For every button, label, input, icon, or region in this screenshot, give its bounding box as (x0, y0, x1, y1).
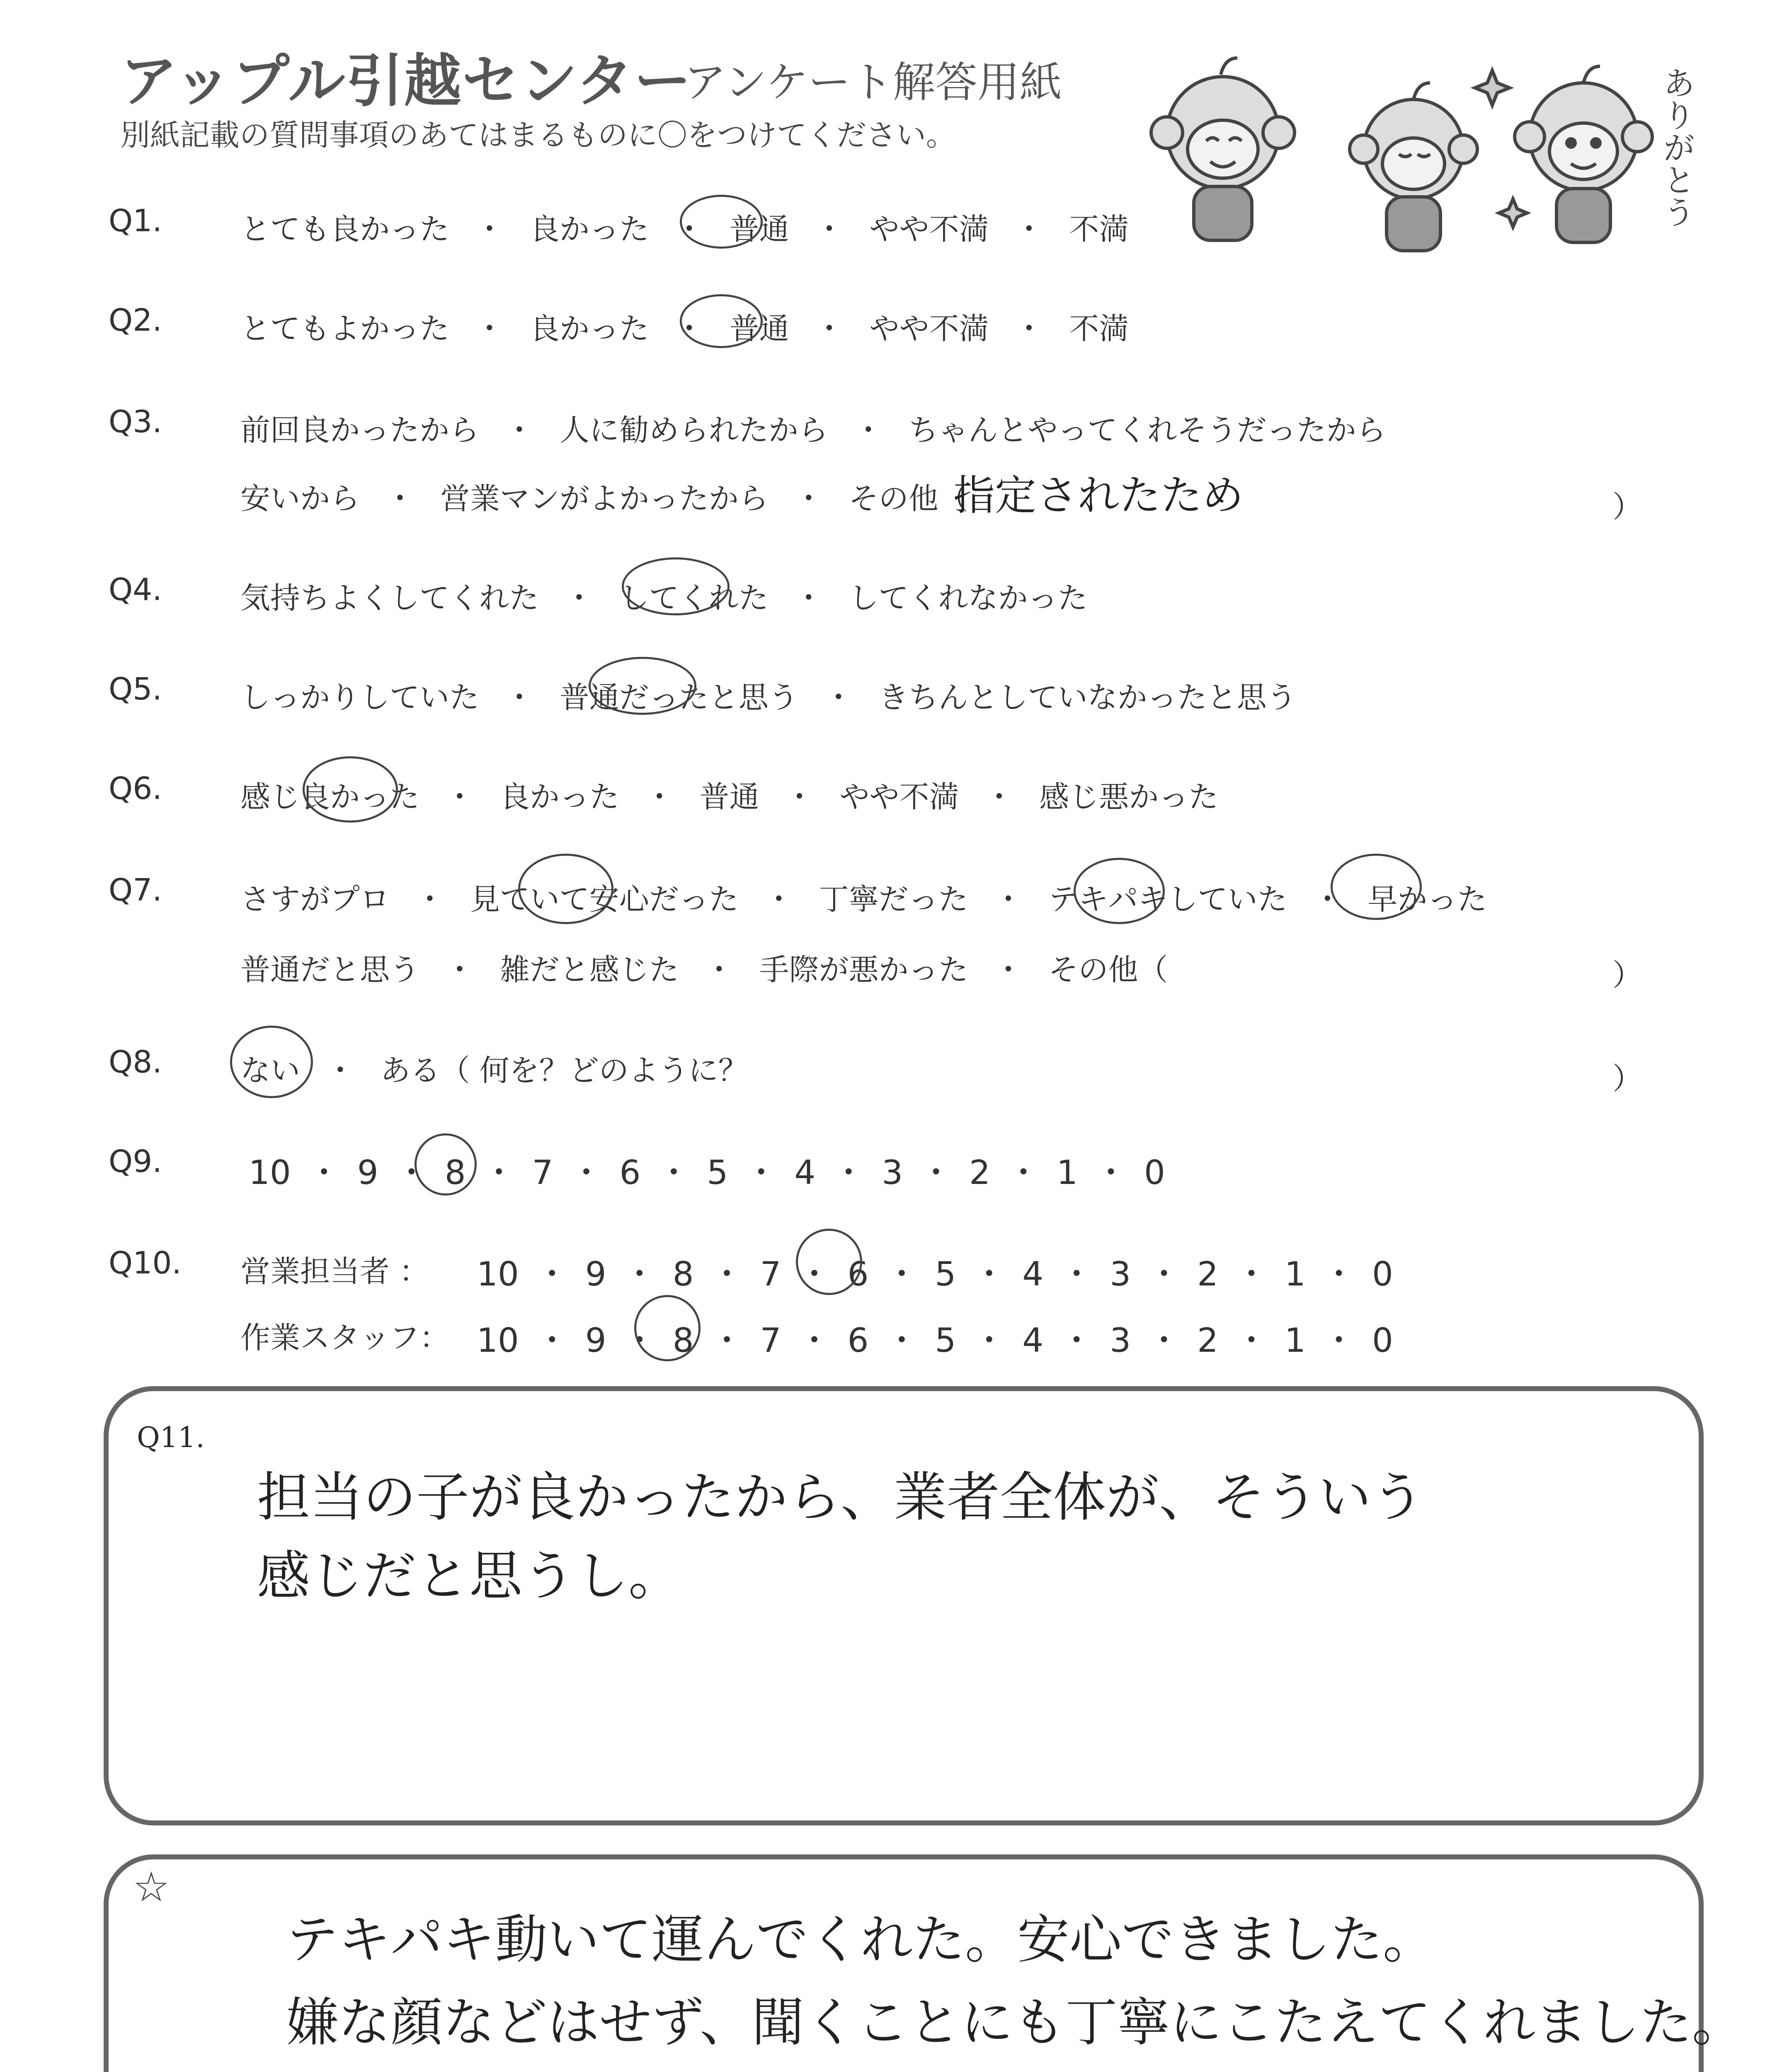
separator: ・ (395, 1153, 428, 1192)
separator: ・ (972, 1255, 1006, 1293)
q1-label: Q1. (109, 203, 162, 239)
separator: ・ (385, 481, 415, 516)
q10-staff-score[interactable]: 5 (935, 1321, 956, 1360)
q5-option-selected[interactable]: 普通だったと思う (559, 680, 798, 715)
q10-sales-score-selected[interactable]: 6 (847, 1255, 869, 1293)
mascot-thanks-text: ありがとう (1658, 66, 1695, 228)
q10-sales-score[interactable]: 8 (672, 1255, 694, 1293)
q10-sales-score[interactable]: 4 (1022, 1255, 1044, 1293)
q9-scale (249, 1146, 1165, 1193)
q3-other-answer: 指定されたため (953, 471, 1244, 520)
separator: ・ (623, 1321, 656, 1360)
q10-staff-score[interactable]: 9 (585, 1321, 606, 1360)
q10-staff-score[interactable]: 2 (1197, 1321, 1219, 1360)
q4-option-selected[interactable]: してくれた (619, 581, 769, 615)
q6-option[interactable]: 感じ悪かった (1039, 779, 1219, 814)
q2-answer-circle (680, 294, 763, 348)
q6-label: Q6. (109, 771, 162, 806)
separator: ・ (444, 779, 475, 814)
q4-option[interactable]: してくれなかった (849, 581, 1088, 615)
q7-option-selected[interactable]: 早かった (1367, 882, 1487, 917)
separator: ・ (919, 1153, 953, 1192)
separator: ・ (415, 882, 445, 917)
q1-option[interactable]: 良かった (529, 212, 649, 247)
q10-staff-scale (477, 1314, 1393, 1361)
q6-option-selected[interactable]: 感じ良かった (240, 779, 420, 814)
q8-option-selected[interactable]: ない (240, 1053, 301, 1088)
q3-options-line2 (240, 474, 968, 518)
q10-label: Q10. (109, 1245, 182, 1281)
q7-option[interactable]: 雑だと感じた (499, 952, 679, 987)
separator: ・ (704, 952, 734, 987)
q9-score[interactable]: 4 (794, 1153, 816, 1192)
q3-option[interactable]: 営業マンがよかったから (440, 481, 769, 516)
q2-label: Q2. (109, 303, 162, 338)
comment-line: 嫌な顔などはせず、聞くことにも丁寧にこたえてくれました。 (286, 1992, 1744, 2053)
q7-option-selected[interactable]: テキパキしていた (1048, 882, 1287, 917)
q2-option-selected[interactable]: 普通 (729, 311, 789, 346)
q6-option[interactable]: 良かった (499, 779, 619, 814)
q7-option[interactable]: 手際が悪かった (759, 952, 968, 987)
q3-options-line1 (240, 406, 1386, 449)
q10-sales-score[interactable]: 3 (1110, 1255, 1131, 1293)
separator: ・ (482, 1153, 516, 1192)
separator: ・ (1014, 212, 1044, 247)
separator: ・ (984, 779, 1014, 814)
separator: ・ (885, 1255, 919, 1293)
q5-label: Q5. (109, 671, 162, 707)
q10-sales-scale (477, 1247, 1393, 1295)
q10-staff-score[interactable]: 10 (477, 1321, 519, 1360)
q10-staff-score-selected[interactable]: 8 (672, 1321, 694, 1360)
separator: ・ (793, 581, 824, 615)
q3-option[interactable]: 人に勧められたから (559, 413, 828, 448)
q9-label: Q9. (109, 1144, 162, 1179)
q5-options (240, 673, 1297, 716)
q7-options-line1 (240, 875, 1487, 918)
separator: ・ (535, 1255, 569, 1293)
star-icon: ☆ (133, 1863, 170, 1911)
separator: ・ (1014, 311, 1044, 346)
separator: ・ (564, 581, 594, 615)
separator: ・ (793, 481, 824, 516)
separator: ・ (1322, 1321, 1355, 1360)
q3-option-other[interactable]: その他（ (849, 481, 968, 516)
q9-score[interactable]: 0 (1144, 1153, 1165, 1192)
q10-staff-answer-circle (634, 1295, 701, 1361)
separator: ・ (823, 680, 853, 715)
q5-option[interactable]: きちんとしていなかったと思う (878, 680, 1297, 715)
q6-option[interactable]: やや不満 (839, 779, 959, 814)
q8-label: Q8. (109, 1044, 162, 1080)
q3-label: Q3. (109, 404, 162, 440)
q2-option[interactable]: とてもよかった (240, 311, 450, 346)
q9-score[interactable]: 10 (249, 1153, 291, 1192)
q9-answer-circle (415, 1133, 477, 1196)
q9-score[interactable]: 5 (707, 1153, 728, 1192)
q10-staff-score[interactable]: 0 (1372, 1321, 1393, 1360)
separator: ・ (798, 1321, 831, 1360)
q10-sales-score[interactable]: 9 (585, 1255, 606, 1293)
q10-sales-score[interactable]: 1 (1285, 1255, 1306, 1293)
q11-label: Q11. (137, 1421, 205, 1454)
separator: ・ (885, 1321, 919, 1360)
separator: ・ (1235, 1321, 1268, 1360)
q10-staff-score[interactable]: 3 (1110, 1321, 1131, 1360)
separator: ・ (307, 1153, 341, 1192)
q5-answer-circle (589, 657, 696, 715)
q9-score-selected[interactable]: 8 (444, 1153, 466, 1192)
q9-score[interactable]: 3 (882, 1153, 903, 1192)
q10-sales-score[interactable]: 10 (477, 1255, 519, 1293)
separator: ・ (1147, 1321, 1181, 1360)
form-subtitle: アンケート解答用紙 (684, 58, 1062, 107)
separator: ・ (993, 882, 1023, 917)
separator: ・ (1060, 1321, 1093, 1360)
q8-close-paren: ） (1612, 1061, 1643, 1096)
q7-options-line2 (240, 946, 1168, 989)
separator: ・ (814, 311, 844, 346)
q4-label: Q4. (109, 572, 162, 608)
separator: ・ (710, 1255, 744, 1293)
comment-line: テキパキ動いて運んでくれた。安心できました。 (286, 1909, 1435, 1970)
monkey-mascot-illustration (1148, 46, 1695, 269)
separator: ・ (764, 882, 794, 917)
q7-answer-circle (1331, 854, 1422, 920)
q1-option[interactable]: 不満 (1069, 212, 1129, 247)
q10-sales-score[interactable]: 7 (760, 1255, 781, 1293)
separator: ・ (832, 1153, 866, 1192)
separator: ・ (570, 1153, 603, 1192)
q7-option[interactable]: 普通だと思う (240, 952, 420, 987)
separator: ・ (1094, 1153, 1127, 1192)
separator: ・ (1235, 1255, 1268, 1293)
q9-score[interactable]: 6 (619, 1153, 641, 1192)
instruction-text: 別紙記載の質問事項のあてはまるものに〇をつけてください。 (120, 118, 956, 152)
separator: ・ (744, 1153, 778, 1192)
q2-option[interactable]: 良かった (529, 311, 649, 346)
q4-answer-circle (622, 557, 730, 615)
q1-option[interactable]: とても良かった (240, 212, 450, 247)
q3-option[interactable]: 前回良かったから (240, 413, 480, 448)
q8-options (240, 1046, 748, 1089)
q2-option[interactable]: やや不満 (869, 311, 989, 346)
separator: ・ (784, 779, 815, 814)
q10-staff-label: 作業スタッフ： (240, 1320, 450, 1355)
q9-score[interactable]: 1 (1057, 1153, 1078, 1192)
separator: ・ (972, 1321, 1006, 1360)
separator: ・ (535, 1321, 569, 1360)
separator: ・ (853, 413, 883, 448)
separator: ・ (1312, 882, 1343, 917)
separator: ・ (444, 952, 475, 987)
q1-answer-circle (680, 195, 763, 249)
comment-line (286, 2066, 1483, 2072)
q10-staff-score[interactable]: 6 (847, 1321, 869, 1360)
q5-option[interactable]: しっかりしていた (240, 680, 480, 715)
q1-option[interactable]: やや不満 (869, 212, 989, 247)
q11-answer-line2: 感じだと思うし。 (257, 1545, 682, 1607)
q9-score[interactable]: 7 (532, 1153, 553, 1192)
q4-option[interactable]: 気持ちよくしてくれた (240, 581, 539, 615)
separator: ・ (325, 1053, 355, 1088)
separator: ・ (674, 212, 704, 247)
q9-score[interactable]: 2 (969, 1153, 991, 1192)
q10-sales-label: 営業担当者 ： (240, 1254, 429, 1289)
q10-sales-score[interactable]: 5 (935, 1255, 956, 1293)
q6-answer-circle (303, 756, 398, 823)
q7-close-paren: ） (1612, 958, 1643, 992)
q6-option[interactable]: 普通 (699, 779, 759, 814)
q1-option-selected[interactable]: 普通 (729, 212, 789, 247)
separator: ・ (623, 1255, 656, 1293)
separator: ・ (474, 212, 504, 247)
q3-option[interactable]: ちゃんとやってくれそうだったから (908, 413, 1386, 448)
q10-sales-score[interactable]: 2 (1197, 1255, 1219, 1293)
q10-staff-score[interactable]: 1 (1285, 1321, 1306, 1360)
q2-option[interactable]: 不満 (1069, 311, 1129, 346)
q8-answer-circle (230, 1026, 313, 1098)
company-title: アップル引越センター (120, 48, 692, 114)
q7-option[interactable]: 丁寧だった (819, 882, 968, 917)
q7-option[interactable]: さすがプロ (240, 882, 390, 917)
separator: ・ (644, 779, 674, 814)
separator: ・ (1322, 1255, 1355, 1293)
separator: ・ (1147, 1255, 1181, 1293)
separator: ・ (504, 680, 534, 715)
separator: ・ (710, 1321, 744, 1360)
q11-answer-line1: 担当の子が良かったから、業者全体が、そういう (257, 1467, 1425, 1528)
q7-answer-circle (518, 854, 613, 924)
q7-answer-circle (1074, 858, 1165, 924)
q7-option-selected[interactable]: 見ていて安心だった (470, 882, 739, 917)
separator: ・ (657, 1153, 691, 1192)
q3-close-paren: ） (1612, 489, 1643, 524)
q10-sales-answer-circle (796, 1229, 862, 1295)
separator: ・ (993, 952, 1023, 987)
separator: ・ (798, 1255, 831, 1293)
q7-option-other[interactable]: その他（ (1048, 952, 1168, 987)
q3-option[interactable]: 安いから (240, 481, 360, 516)
separator: ・ (814, 212, 844, 247)
separator: ・ (1060, 1255, 1093, 1293)
separator: ・ (674, 311, 704, 346)
q10-staff-score[interactable]: 4 (1022, 1321, 1044, 1360)
separator: ・ (474, 311, 504, 346)
q10-sales-score[interactable]: 0 (1372, 1255, 1393, 1293)
q10-staff-score[interactable]: 7 (760, 1321, 781, 1360)
q9-score[interactable]: 9 (357, 1153, 378, 1192)
q7-label: Q7. (109, 872, 162, 908)
q8-option[interactable]: ある（ 何を？どのように？ (380, 1053, 748, 1088)
separator: ・ (504, 413, 534, 448)
separator: ・ (1007, 1153, 1040, 1192)
